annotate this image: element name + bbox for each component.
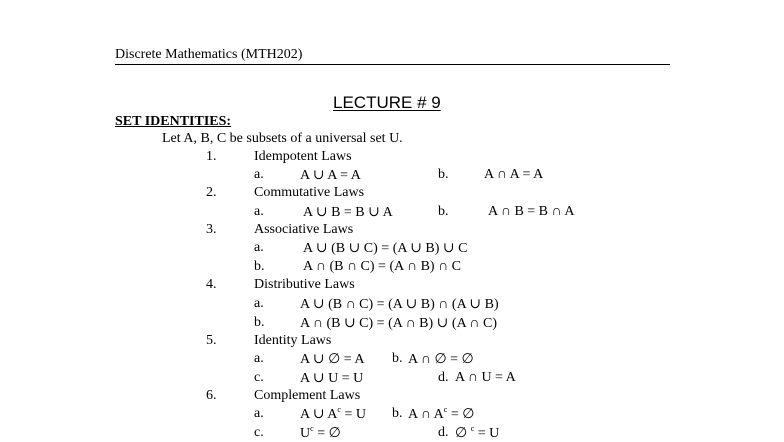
identity-label: a.	[254, 351, 264, 366]
identity-expression: A ∪ A = A	[300, 168, 361, 183]
law-number: 5.	[206, 333, 217, 348]
identity-expression: A ∪ (B ∪ C) = (A ∪ B) ∪ C	[303, 241, 468, 256]
identity-label: c.	[254, 425, 264, 440]
identity-expression: A ∩ ∅ = ∅	[408, 352, 474, 367]
identity-label: c.	[254, 370, 264, 385]
identity-label: b.	[392, 406, 403, 421]
identity-label: b.	[254, 259, 265, 274]
header-rule	[115, 64, 670, 65]
section-title: SET IDENTITIES:	[115, 114, 232, 129]
identity-label: a.	[254, 167, 264, 182]
law-number: 4.	[206, 277, 217, 292]
identity-label: a.	[254, 406, 264, 421]
identity-expression: A ∪ U = U	[300, 371, 364, 386]
identity-expression: ∅ $^c$ = U	[455, 424, 500, 441]
identity-label: b.	[254, 315, 265, 330]
intro-text: Let A, B, C be subsets of a universal set U.	[162, 131, 403, 146]
law-title: Commutative Laws	[254, 185, 365, 200]
identity-label: d.	[438, 425, 449, 440]
document-header: Discrete Mathematics (MTH202)	[115, 47, 303, 62]
identity-expression: $U^c$ = ∅	[300, 424, 341, 441]
law-title: Complement Laws	[254, 388, 361, 403]
identity-label: b.	[438, 204, 449, 219]
identity-expression: A ∩ A = A	[484, 167, 544, 182]
identity-expression: A ∪ $A^c = U$	[300, 405, 366, 422]
identity-label: a.	[254, 296, 264, 311]
lecture-title: LECTURE # 9	[333, 93, 441, 112]
law-number: 3.	[206, 222, 217, 237]
identity-label: d.	[438, 370, 449, 385]
law-number: 2.	[206, 185, 217, 200]
identity-expression: A ∩ (B ∪ C) = (A ∩ B) ∪ (A ∩ C)	[300, 316, 498, 331]
identity-expression: A ∪ B = B ∪ A	[303, 205, 393, 220]
law-number: 1.	[206, 149, 217, 164]
law-number: 6.	[206, 388, 217, 403]
identity-expression: A ∪ ∅ = A	[300, 352, 365, 367]
identity-expression: A ∩ U = A	[455, 370, 516, 385]
identity-expression: A ∩ B = B ∩ A	[488, 204, 575, 219]
identity-expression: A ∪ (B ∩ C) = (A ∪ B) ∩ (A ∪ B)	[300, 297, 499, 312]
identity-label: a.	[254, 204, 264, 219]
law-title: Identity Laws	[254, 333, 332, 348]
law-title: Distributive Laws	[254, 277, 355, 292]
identity-expression: A ∩ $A^c$ = ∅	[408, 405, 475, 422]
identity-expression: A ∩ (B ∩ C) = (A ∩ B) ∩ C	[303, 259, 462, 274]
law-title: Idempotent Laws	[254, 149, 352, 164]
identity-label: b.	[438, 167, 449, 182]
identity-label: a.	[254, 240, 264, 255]
law-title: Associative Laws	[254, 222, 354, 237]
identity-label: b.	[392, 351, 403, 366]
